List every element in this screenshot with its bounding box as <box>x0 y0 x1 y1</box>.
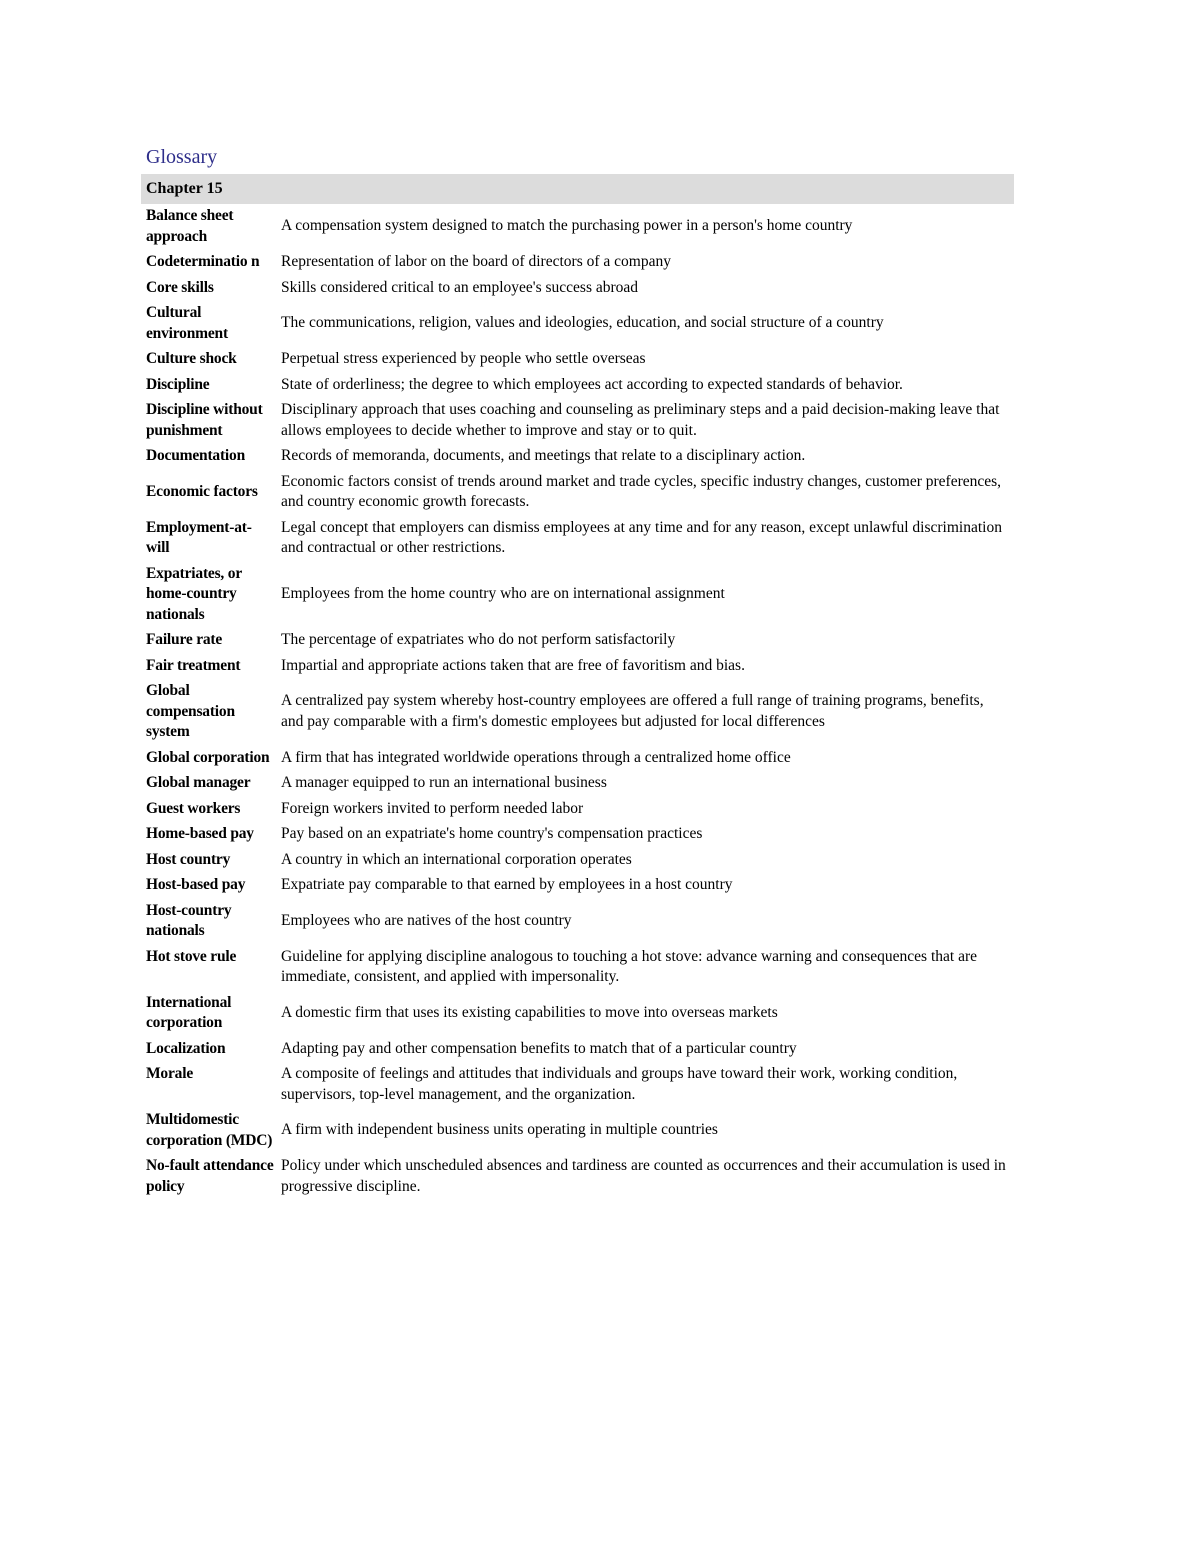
glossary-term: Global manager <box>146 774 251 791</box>
glossary-term: Multidomestic corporation (MDC) <box>146 1111 273 1149</box>
glossary-definition: Adapting pay and other compensation benefits to match that of a particular country <box>281 1039 797 1057</box>
glossary-definition: A firm with independent business units operating in multiple countries <box>281 1121 718 1139</box>
glossary-term: No-fault attendance policy <box>146 1157 274 1195</box>
glossary-term: Host-country nationals <box>146 901 232 939</box>
glossary-term: Home-based pay <box>146 825 254 842</box>
glossary-definition: Representation of labor on the board of directors of a company <box>281 253 671 270</box>
glossary-definition: Impartial and appropriate actions taken that are free of favoritism and bias. <box>281 656 745 674</box>
glossary-definition: Skills considered critical to an employee's success abroad <box>281 278 639 296</box>
glossary-definition: A domestic firm that uses its existing capabilities to move into overseas markets <box>281 1003 778 1021</box>
glossary-term: Employment-at-will <box>146 518 252 556</box>
glossary-row <box>141 797 1014 823</box>
glossary-row <box>141 1154 1014 1200</box>
glossary-row <box>141 822 1014 848</box>
glossary-row <box>141 470 1014 516</box>
glossary-definition: Employees from the home country who are on international assignment <box>281 585 725 602</box>
glossary-term: Cultural environment <box>146 304 228 342</box>
glossary-row <box>141 746 1014 772</box>
glossary-term: Codeterminatio n <box>146 253 260 270</box>
glossary-definition: Policy under which unscheduled absences and tardiness are counted as occurrences and their accumulation is used in progressive discipline. <box>281 1157 1006 1195</box>
glossary-row <box>141 347 1014 373</box>
glossary-row <box>141 991 1014 1037</box>
glossary-definition: Records of memoranda, documents, and meetings that relate to a disciplinary action. <box>281 447 806 464</box>
glossary-term: Localization <box>146 1039 226 1057</box>
glossary-definition: Pay based on an expatriate's home country's compensation practices <box>281 825 703 842</box>
glossary-term: Discipline without punishment <box>146 401 263 439</box>
glossary-term: Core skills <box>146 278 214 296</box>
glossary-term: Global corporation <box>146 748 270 766</box>
glossary-term: Hot stove rule <box>146 947 237 965</box>
glossary-definition: Economic factors consist of trends around market and trade cycles, specific industry changes, customer preferences, and country economic growth forecasts. <box>281 472 1002 510</box>
page-title: Glossary <box>146 146 218 168</box>
glossary-row <box>141 516 1014 562</box>
glossary-term: Failure rate <box>146 631 223 648</box>
glossary-term: Host country <box>146 850 231 868</box>
glossary-definition: Expatriate pay comparable to that earned by employees in a host country <box>281 876 733 893</box>
glossary-row <box>141 848 1014 874</box>
glossary-definition: A firm that has integrated worldwide operations through a centralized home office <box>281 748 791 766</box>
glossary-row <box>141 204 1014 250</box>
glossary-table <box>141 204 1014 1200</box>
glossary-row <box>141 628 1014 654</box>
glossary-term: Balance sheet approach <box>146 207 234 245</box>
glossary-term: Documentation <box>146 447 246 464</box>
glossary-row <box>141 654 1014 680</box>
chapter-header: Chapter 15 <box>141 174 1014 204</box>
glossary-definition: Legal concept that employers can dismiss employees at any time and for any reason, except unlawful discrimination and contractual or other restrictions. <box>281 518 1002 556</box>
glossary-term: Host-based pay <box>146 876 246 893</box>
glossary-definition: The communications, religion, values and ideologies, education, and social structure of a country <box>281 314 884 332</box>
glossary-definition: Perpetual stress experienced by people who settle overseas <box>281 350 646 367</box>
glossary-definition: A compensation system designed to match the purchasing power in a person's home country <box>281 217 853 235</box>
glossary-definition: A country in which an international corporation operates <box>281 850 632 868</box>
glossary-definition: State of orderliness; the degree to which employees act according to expected standards of behavior. <box>281 375 903 393</box>
glossary-definition: A manager equipped to run an international business <box>281 774 607 791</box>
glossary-definition: The percentage of expatriates who do not perform satisfactorily <box>281 631 676 648</box>
glossary-term: Expatriates, or home-country nationals <box>146 564 242 623</box>
glossary-row <box>141 899 1014 945</box>
glossary-row <box>141 945 1014 991</box>
glossary-definition: Foreign workers invited to perform needed labor <box>281 799 584 817</box>
glossary-term: International corporation <box>146 993 232 1031</box>
glossary-definition: Disciplinary approach that uses coaching and counseling as preliminary steps and a paid decision-making leave that allows employees to decide whether to improve and stay or to quit. <box>281 401 1000 439</box>
glossary-row <box>141 276 1014 302</box>
glossary-definition: A composite of feelings and attitudes that individuals and groups have toward their work, working condition, supervisors, top-level management, and the organization. <box>281 1065 958 1103</box>
glossary-row <box>141 1037 1014 1063</box>
glossary-page <box>141 140 1014 1200</box>
glossary-definition: Guideline for applying discipline analogous to touching a hot stove: advance warning and consequences that are immediate, consistent, and applied with impersonality. <box>281 947 978 985</box>
glossary-row <box>141 679 1014 746</box>
glossary-term: Discipline <box>146 375 210 393</box>
glossary-row <box>141 1108 1014 1154</box>
glossary-definition: Employees who are natives of the host country <box>281 911 572 929</box>
glossary-term: Morale <box>146 1065 193 1082</box>
glossary-term: Guest workers <box>146 799 241 817</box>
glossary-row <box>141 398 1014 444</box>
glossary-row <box>141 444 1014 470</box>
glossary-term: Fair treatment <box>146 656 241 674</box>
glossary-row <box>141 373 1014 399</box>
glossary-term: Economic factors <box>146 482 258 500</box>
glossary-term: Global compensation system <box>146 682 235 740</box>
glossary-definition: A centralized pay system whereby host-country employees are offered a full range of training programs, benefits, and pay comparable with a firm's domestic employees but adjusted for local differences <box>281 692 984 730</box>
glossary-term: Culture shock <box>146 350 237 367</box>
glossary-row <box>141 873 1014 899</box>
glossary-row <box>141 562 1014 629</box>
glossary-row <box>141 771 1014 797</box>
glossary-row <box>141 1062 1014 1108</box>
glossary-body <box>141 204 1014 1200</box>
glossary-row <box>141 301 1014 347</box>
glossary-row <box>141 250 1014 276</box>
